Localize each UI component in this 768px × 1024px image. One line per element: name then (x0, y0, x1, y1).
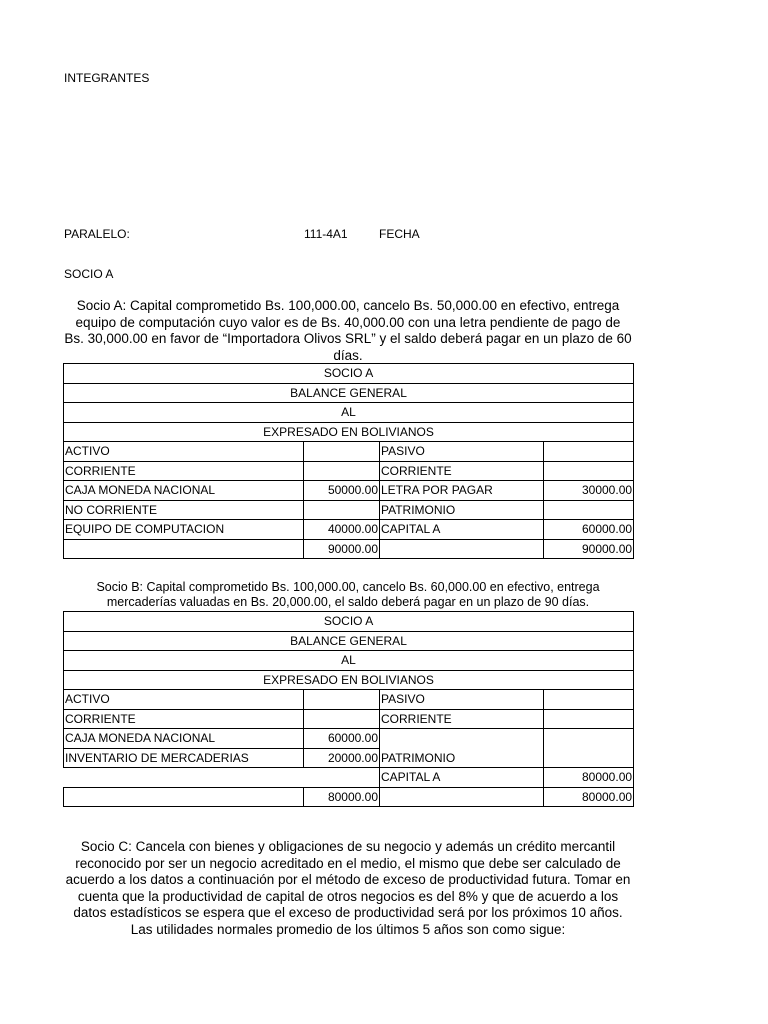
table-cell (304, 690, 380, 710)
socio-b-balance-table (63, 611, 634, 807)
table-row (64, 709, 634, 729)
table-cell (380, 729, 544, 749)
table-row (64, 690, 634, 710)
table-cell (544, 442, 634, 462)
inventario-value: 20000.00 (304, 748, 380, 768)
equipo-label: EQUIPO DE COMPUTACION (64, 520, 304, 540)
table-row (64, 403, 634, 423)
table-cell (304, 442, 380, 462)
table-currency-note: EXPRESADO EN BOLIVIANOS (64, 422, 634, 442)
table-cell (380, 539, 544, 559)
corriente-left: CORRIENTE (64, 709, 304, 729)
inventario-label: INVENTARIO DE MERCADERIAS (64, 748, 304, 768)
pasivo-header: PASIVO (380, 442, 544, 462)
total-pasivo: 80000.00 (544, 787, 634, 807)
table-cell (304, 461, 380, 481)
socio-b-description: Socio B: Capital comprometido Bs. 100,000.00, cancelo Bs. 60,000.00 en efectivo, entrega mercaderías valuadas en Bs. 20,000.00, el saldo deberá pagar en un plazo de 90 días. (96, 580, 600, 609)
table-row (64, 500, 634, 520)
table-cell (544, 709, 634, 729)
socio-c-description: Socio C: Cancela con bienes y obligaciones de su negocio y además un crédito mercantil reconocido por ser un negocio acreditado en el medio, el mismo que debe ser calculado de acuerdo a los datos a continuación por el método de exceso de productividad futura. Tomar en cuenta que la productividad de capital de otros negocios es del 8% y que de acuerdo a los datos estadísticos se espera que el exceso de productividad será por los próximos 10 años. Las utilidades normales promedio de los últimos 5 años son como sigue: (65, 839, 631, 937)
table-title: SOCIO A (64, 364, 634, 384)
table-row (64, 670, 634, 690)
corriente-left: CORRIENTE (64, 461, 304, 481)
total-pasivo: 90000.00 (544, 539, 634, 559)
table-row (64, 481, 634, 501)
table-cell (304, 768, 380, 788)
table-date-label: AL (64, 651, 634, 671)
table-row (64, 383, 634, 403)
paralelo-label: PARALELO: (64, 227, 130, 241)
total-activo: 90000.00 (304, 539, 380, 559)
equipo-value: 40000.00 (304, 520, 380, 540)
table-row (64, 651, 634, 671)
letra-value: 30000.00 (544, 481, 634, 501)
socio-a-heading: SOCIO A (64, 267, 114, 281)
table-row (64, 364, 634, 384)
table-cell (380, 787, 544, 807)
patrimonio-label: PATRIMONIO (380, 748, 544, 768)
corriente-right: CORRIENTE (380, 709, 544, 729)
table-cell (544, 729, 634, 749)
caja-value: 50000.00 (304, 481, 380, 501)
caja-label: CAJA MONEDA NACIONAL (64, 729, 304, 749)
table-cell (64, 787, 304, 807)
capital-label: CAPITAL A (380, 520, 544, 540)
patrimonio-label: PATRIMONIO (380, 500, 544, 520)
activo-header: ACTIVO (64, 442, 304, 462)
table-cell (304, 500, 380, 520)
activo-header: ACTIVO (64, 690, 304, 710)
table-row (64, 461, 634, 481)
table-row (64, 787, 634, 807)
table-row (64, 539, 634, 559)
table-row (64, 520, 634, 540)
table-cell (544, 500, 634, 520)
capital-value: 60000.00 (544, 520, 634, 540)
caja-value: 60000.00 (304, 729, 380, 749)
table-row (64, 631, 634, 651)
table-cell (544, 690, 634, 710)
integrantes-label: INTEGRANTES (64, 71, 150, 85)
table-row (64, 768, 634, 788)
paralelo-value: 111-4A1 (304, 227, 348, 241)
capital-value: 80000.00 (544, 768, 634, 788)
fecha-label: FECHA (379, 227, 420, 241)
socio-a-description: Socio A: Capital comprometido Bs. 100,000.00, cancelo Bs. 50,000.00 en efectivo, entrega equipo de computación cuyo valor es de Bs. 40,000.00 con una letra pendiente de pago de Bs. 30,000.00 en favor de “Importadora Olivos SRL” y el saldo deberá pagar en un plazo de 60 días. (64, 298, 632, 363)
letra-label: LETRA POR PAGAR (380, 481, 544, 501)
capital-label: CAPITAL A (380, 768, 544, 788)
pasivo-header: PASIVO (380, 690, 544, 710)
corriente-right: CORRIENTE (380, 461, 544, 481)
table-cell (544, 461, 634, 481)
table-cell (64, 539, 304, 559)
socio-a-balance-table (63, 363, 634, 559)
table-title: SOCIO A (64, 612, 634, 632)
table-cell (64, 768, 304, 788)
no-corriente-label: NO CORRIENTE (64, 500, 304, 520)
table-row (64, 729, 634, 749)
table-cell (304, 709, 380, 729)
table-cell (544, 748, 634, 768)
table-row (64, 422, 634, 442)
table-row (64, 612, 634, 632)
table-row (64, 442, 634, 462)
total-activo: 80000.00 (304, 787, 380, 807)
table-currency-note: EXPRESADO EN BOLIVIANOS (64, 670, 634, 690)
table-date-label: AL (64, 403, 634, 423)
caja-label: CAJA MONEDA NACIONAL (64, 481, 304, 501)
table-subtitle: BALANCE GENERAL (64, 383, 634, 403)
table-subtitle: BALANCE GENERAL (64, 631, 634, 651)
table-row (64, 748, 634, 768)
